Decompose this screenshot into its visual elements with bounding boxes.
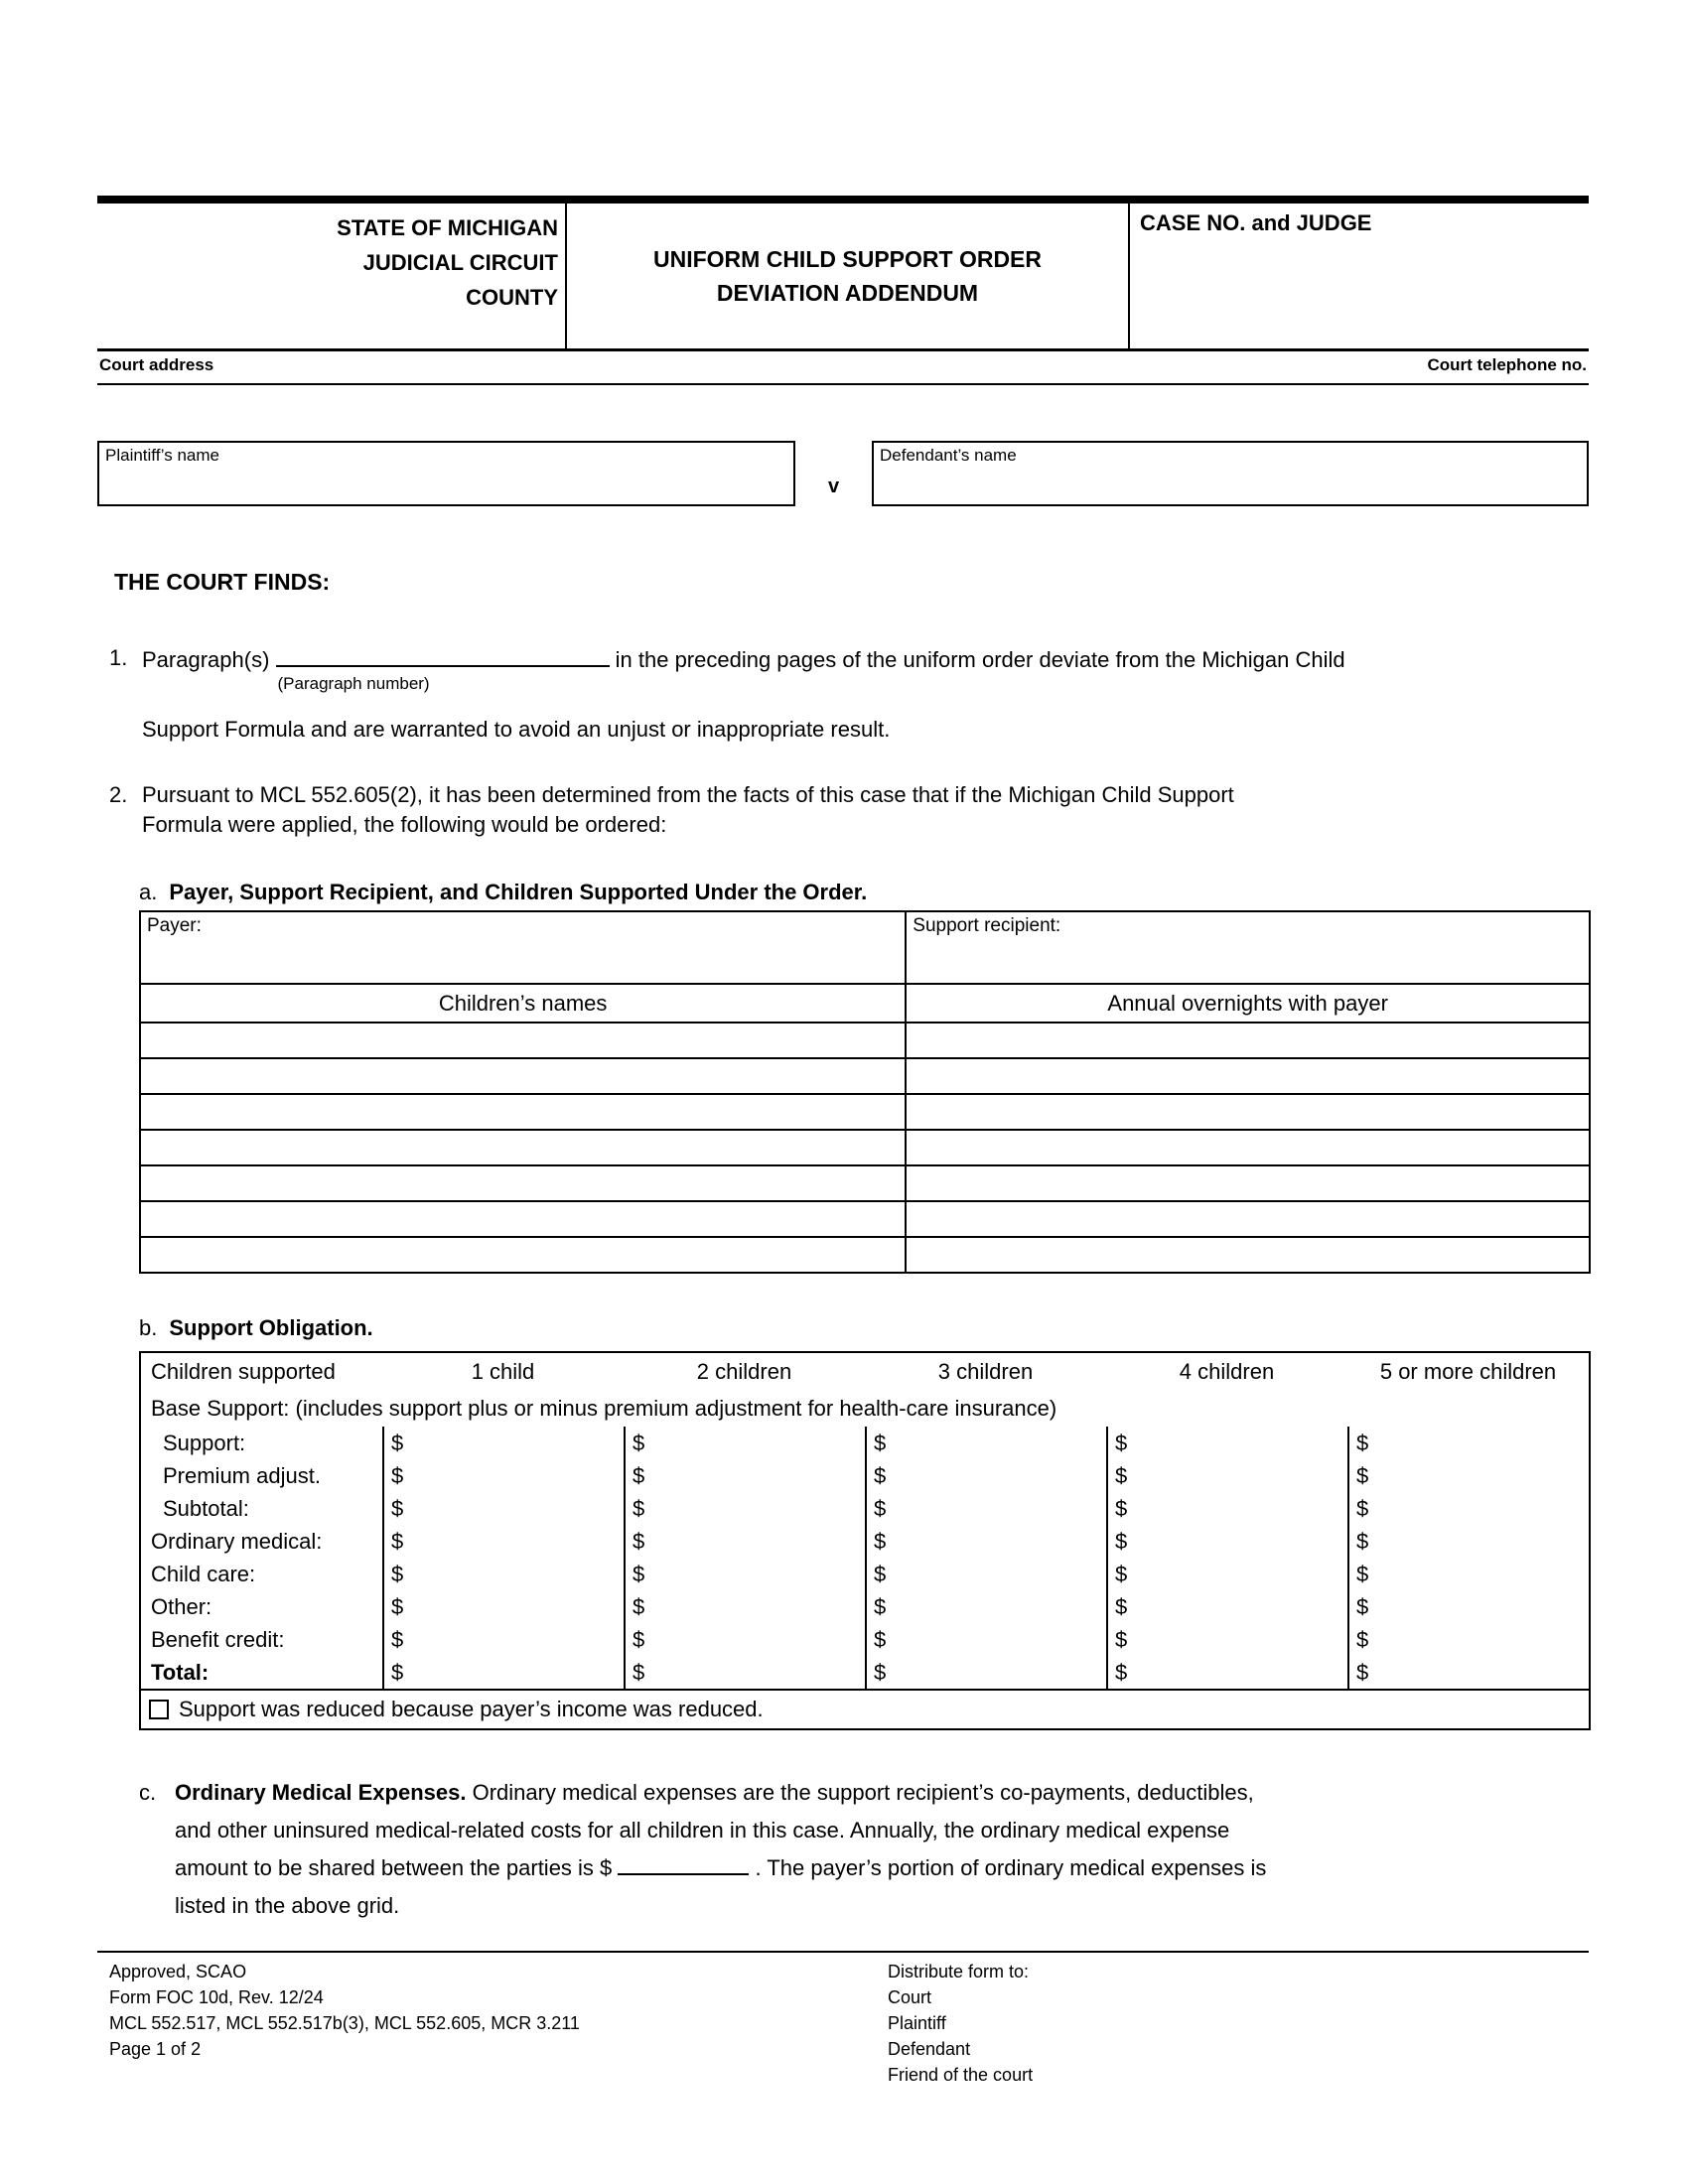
overnights-cell[interactable] xyxy=(907,1131,1589,1164)
overnights-cell[interactable] xyxy=(907,1024,1589,1057)
case-number-box[interactable] xyxy=(1130,204,1589,348)
support-row-label: Subtotal: xyxy=(163,1496,249,1521)
support-grid-row xyxy=(141,1558,1589,1590)
amount-cell[interactable]: $ xyxy=(1106,1558,1347,1590)
amount-cell[interactable]: $ xyxy=(1106,1427,1347,1459)
court-address-row xyxy=(97,351,1589,385)
judicial-circuit-label: JUDICIAL CIRCUIT xyxy=(362,250,558,275)
page-number: Page 1 of 2 xyxy=(109,2039,202,2059)
support-recipient-cell[interactable] xyxy=(907,912,1589,983)
children-table-header-row xyxy=(141,985,1589,1024)
section-a-letter: a. xyxy=(139,880,158,904)
item-1-line-2: Support Formula and are warranted to avoid an unjust or inappropriate result. xyxy=(142,717,891,742)
amount-cell[interactable]: $ xyxy=(1106,1623,1347,1656)
support-row-label: Total: xyxy=(151,1660,210,1685)
court-finds-heading: THE COURT FINDS: xyxy=(114,569,331,595)
amount-cell[interactable]: $ xyxy=(624,1558,865,1590)
support-recipient-label: Support recipient: xyxy=(913,915,1061,936)
support-grid-row xyxy=(141,1656,1589,1689)
state-label: STATE OF MICHIGAN xyxy=(337,215,558,240)
section-c-line-3 xyxy=(175,1849,1589,1887)
form-title-line1: UNIFORM CHILD SUPPORT ORDER xyxy=(653,246,1042,272)
county-label: COUNTY xyxy=(466,285,558,310)
amount-cell[interactable]: $ xyxy=(865,1427,1106,1459)
section-b-heading xyxy=(139,1313,1589,1343)
support-grid-row xyxy=(141,1525,1589,1558)
children-table-empty-row xyxy=(141,1238,1589,1272)
finding-item-1 xyxy=(97,643,1589,745)
section-a-title: Payer, Support Recipient, and Children Supported Under the Order. xyxy=(169,880,868,904)
amount-cell[interactable]: $ xyxy=(624,1656,865,1689)
distribute-item-court: Court xyxy=(888,1987,932,2007)
amount-cell[interactable]: $ xyxy=(865,1623,1106,1656)
section-c-text-3b: . The payer’s portion of ordinary medical expenses is xyxy=(755,1855,1267,1880)
form-number-line: Form FOC 10d, Rev. 12/24 xyxy=(109,1987,324,2007)
amount-cell[interactable]: $ xyxy=(1106,1590,1347,1623)
support-grid-row xyxy=(141,1459,1589,1492)
finding-item-2 xyxy=(97,780,1589,840)
versus-label: v xyxy=(827,476,840,497)
column-header-5-or-more: 5 or more children xyxy=(1379,1359,1557,1384)
children-table-empty-row xyxy=(141,1059,1589,1095)
amount-cell[interactable]: $ xyxy=(1347,1558,1589,1590)
form-title xyxy=(565,204,1130,348)
section-c-body xyxy=(175,1774,1589,1925)
section-c-title: Ordinary Medical Expenses. xyxy=(175,1780,467,1805)
payer-label: Payer: xyxy=(147,915,202,936)
distribute-title: Distribute form to: xyxy=(888,1962,1030,1981)
child-name-cell[interactable] xyxy=(141,1095,907,1129)
support-reduced-row xyxy=(141,1689,1589,1728)
support-row-label: Premium adjust. xyxy=(163,1463,321,1488)
section-c-line-1 xyxy=(175,1774,1589,1812)
child-name-cell[interactable] xyxy=(141,1238,907,1272)
section-c-text-3a: amount to be shared between the parties is $ xyxy=(175,1855,613,1880)
amount-cell[interactable]: $ xyxy=(865,1492,1106,1525)
court-telephone-label: Court telephone no. xyxy=(1427,355,1587,374)
amount-cell[interactable]: $ xyxy=(1106,1492,1347,1525)
item-1-text: in the preceding pages of the uniform order deviate from the Michigan Child xyxy=(615,647,1345,672)
statute-line: MCL 552.517, MCL 552.517b(3), MCL 552.605, MCR 3.211 xyxy=(109,2013,580,2033)
child-name-cell[interactable] xyxy=(141,1166,907,1200)
children-table-empty-row xyxy=(141,1131,1589,1166)
section-a-heading xyxy=(139,878,1589,907)
support-row-label: Other: xyxy=(151,1594,212,1619)
amount-cell[interactable]: $ xyxy=(865,1656,1106,1689)
payer-cell[interactable] xyxy=(141,912,907,983)
court-address-label: Court address xyxy=(99,355,214,374)
distribute-item-defendant: Defendant xyxy=(888,2039,971,2059)
children-table-body xyxy=(141,1024,1589,1272)
support-reduced-checkbox[interactable] xyxy=(149,1700,169,1719)
amount-cell[interactable]: $ xyxy=(865,1459,1106,1492)
column-header-3-children: 3 children xyxy=(937,1359,1034,1384)
paragraph-number-field xyxy=(276,643,610,693)
overnights-cell[interactable] xyxy=(907,1202,1589,1236)
amount-cell[interactable]: $ xyxy=(624,1623,865,1656)
amount-cell[interactable]: $ xyxy=(382,1656,624,1689)
distribute-item-plaintiff: Plaintiff xyxy=(888,2013,946,2033)
section-c xyxy=(139,1774,1589,1925)
amount-cell[interactable]: $ xyxy=(624,1525,865,1558)
base-support-note: Base Support: (includes support plus or minus premium adjustment for health-care insurance) xyxy=(151,1396,1057,1421)
overnights-cell[interactable] xyxy=(907,1166,1589,1200)
amount-cell[interactable]: $ xyxy=(865,1525,1106,1558)
support-row-label: Ordinary medical: xyxy=(151,1529,323,1554)
amount-cell[interactable]: $ xyxy=(1106,1459,1347,1492)
amount-cell[interactable]: $ xyxy=(1106,1525,1347,1558)
approved-line: Approved, SCAO xyxy=(109,1962,247,1981)
amount-cell[interactable]: $ xyxy=(1347,1656,1589,1689)
item-2-line-1: Pursuant to MCL 552.605(2), it has been determined from the facts of this case that if the Michigan Child Support xyxy=(142,782,1234,807)
children-table-empty-row xyxy=(141,1202,1589,1238)
support-grid-body xyxy=(141,1427,1589,1689)
children-names-header: Children’s names xyxy=(141,985,907,1022)
amount-cell[interactable]: $ xyxy=(1106,1656,1347,1689)
plaintiff-name-box[interactable] xyxy=(97,441,795,506)
section-b-title: Support Obligation. xyxy=(169,1315,373,1340)
overnights-cell[interactable] xyxy=(907,1095,1589,1129)
amount-cell[interactable]: $ xyxy=(1347,1590,1589,1623)
support-grid-row xyxy=(141,1492,1589,1525)
section-c-line-2: and other uninsured medical-related costs for all children in this case. Annually, the ordinary medical expense xyxy=(175,1818,1230,1843)
amount-cell[interactable]: $ xyxy=(1347,1623,1589,1656)
form-header xyxy=(97,196,1589,351)
support-grid-header-row xyxy=(141,1353,1589,1391)
amount-cell[interactable]: $ xyxy=(382,1558,624,1590)
amount-cell[interactable]: $ xyxy=(865,1558,1106,1590)
plaintiff-name-label: Plaintiff’s name xyxy=(105,446,219,465)
form-identification xyxy=(109,1959,888,2088)
form-footer xyxy=(97,1951,1589,2088)
defendant-name-label: Defendant’s name xyxy=(880,446,1017,465)
amount-cell[interactable]: $ xyxy=(382,1525,624,1558)
amount-cell[interactable]: $ xyxy=(624,1590,865,1623)
support-grid-row xyxy=(141,1427,1589,1459)
overnights-cell[interactable] xyxy=(907,1238,1589,1272)
party-row xyxy=(97,441,1589,506)
child-name-cell[interactable] xyxy=(141,1131,907,1164)
column-header-2-children: 2 children xyxy=(696,1359,792,1384)
court-identification xyxy=(97,204,565,348)
case-number-label: CASE NO. and JUDGE xyxy=(1140,210,1372,235)
amount-cell[interactable]: $ xyxy=(1347,1427,1589,1459)
overnights-cell[interactable] xyxy=(907,1059,1589,1093)
item-2-line-2: Formula were applied, the following would be ordered: xyxy=(142,812,667,837)
item-1-lead: Paragraph(s) xyxy=(142,647,270,672)
child-name-cell[interactable] xyxy=(141,1202,907,1236)
children-table-empty-row xyxy=(141,1024,1589,1059)
children-supported-label: Children supported xyxy=(151,1359,336,1384)
paragraph-number-blank[interactable] xyxy=(276,643,610,667)
amount-cell[interactable]: $ xyxy=(382,1623,624,1656)
defendant-name-box[interactable] xyxy=(872,441,1589,506)
section-c-line-4: listed in the above grid. xyxy=(175,1893,400,1918)
section-c-letter: c. xyxy=(139,1780,157,1805)
payer-recipient-row xyxy=(141,912,1589,985)
section-b-letter: b. xyxy=(139,1315,158,1340)
item-1-number: 1. xyxy=(109,645,128,670)
support-row-label: Support: xyxy=(163,1431,246,1455)
amount-cell[interactable]: $ xyxy=(624,1459,865,1492)
distribute-item-foc: Friend of the court xyxy=(888,2065,1034,2085)
section-c-text-1: Ordinary medical expenses are the support recipient’s co-payments, deductibles, xyxy=(472,1780,1254,1805)
child-name-cell[interactable] xyxy=(141,1024,907,1057)
medical-amount-blank[interactable] xyxy=(618,1851,749,1875)
amount-cell[interactable]: $ xyxy=(1347,1492,1589,1525)
amount-cell[interactable]: $ xyxy=(865,1590,1106,1623)
amount-cell[interactable]: $ xyxy=(382,1590,624,1623)
support-reduced-label: Support was reduced because payer’s income was reduced. xyxy=(179,1697,764,1721)
support-grid-row xyxy=(141,1623,1589,1656)
form-title-line2: DEVIATION ADDENDUM xyxy=(716,280,979,306)
paragraph-number-caption: (Paragraph number) xyxy=(277,674,430,693)
support-row-label: Benefit credit: xyxy=(151,1627,285,1652)
support-obligation-table xyxy=(139,1351,1591,1730)
payer-children-table xyxy=(139,910,1591,1274)
distribution-list xyxy=(888,1959,1033,2088)
column-header-4-children: 4 children xyxy=(1179,1359,1275,1384)
amount-cell[interactable]: $ xyxy=(1347,1525,1589,1558)
amount-cell[interactable]: $ xyxy=(382,1427,624,1459)
column-header-1-child: 1 child xyxy=(471,1359,535,1384)
overnights-header: Annual overnights with payer xyxy=(1107,990,1388,1016)
children-table-empty-row xyxy=(141,1095,1589,1131)
amount-cell[interactable]: $ xyxy=(624,1492,865,1525)
support-grid-row xyxy=(141,1590,1589,1623)
amount-cell[interactable]: $ xyxy=(382,1459,624,1492)
amount-cell[interactable]: $ xyxy=(1347,1459,1589,1492)
amount-cell[interactable]: $ xyxy=(624,1427,865,1459)
child-name-cell[interactable] xyxy=(141,1059,907,1093)
item-2-number: 2. xyxy=(109,782,128,807)
item-1-line-1 xyxy=(142,643,1589,693)
children-table-empty-row xyxy=(141,1166,1589,1202)
amount-cell[interactable]: $ xyxy=(382,1492,624,1525)
support-row-label: Child care: xyxy=(151,1562,256,1586)
